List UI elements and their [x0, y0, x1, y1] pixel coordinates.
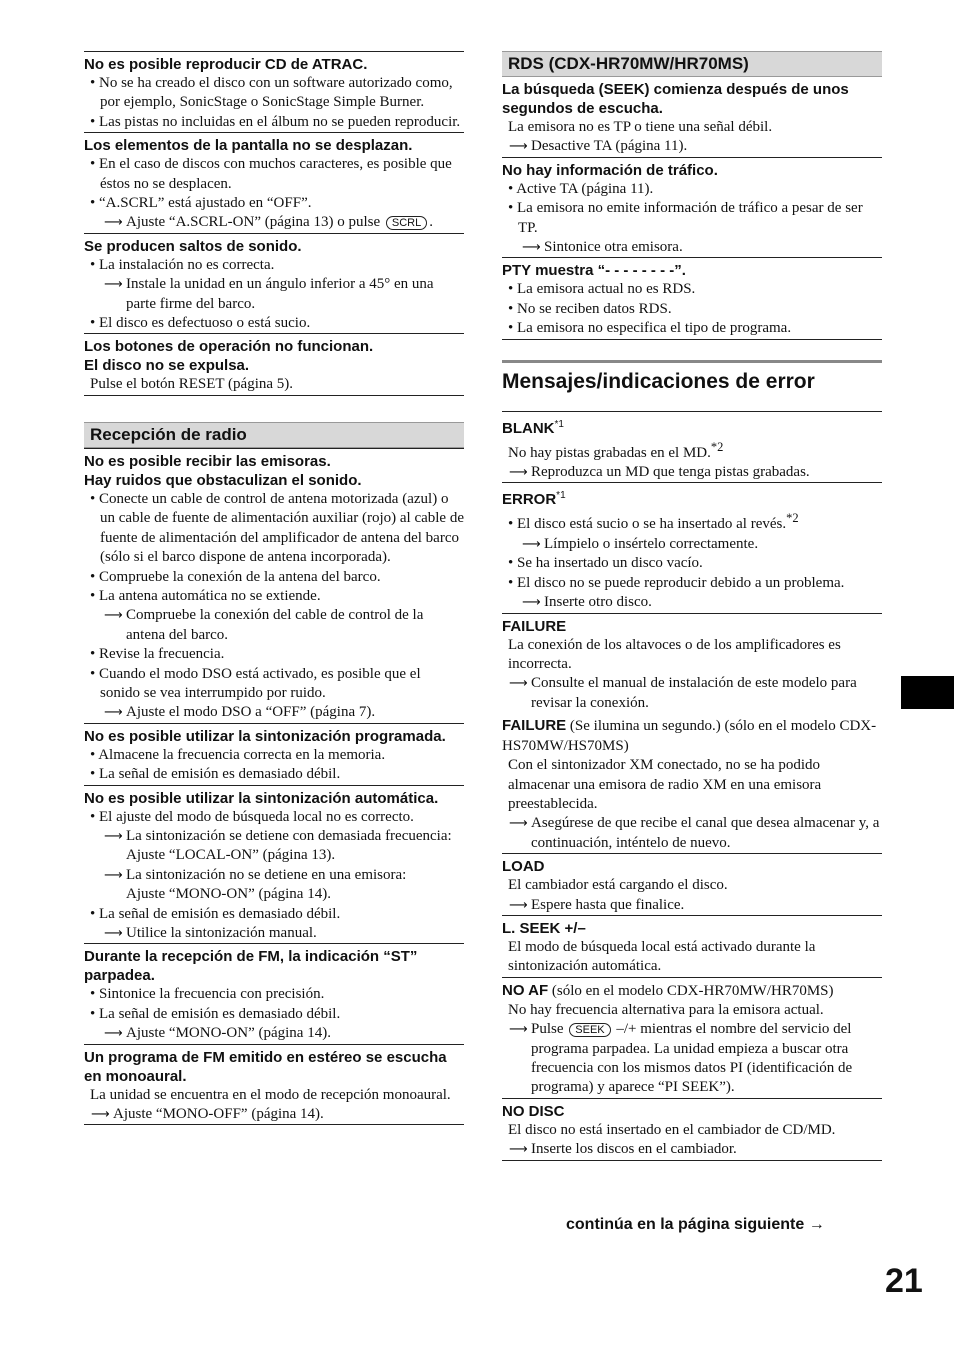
section-title [502, 978, 882, 1001]
arrow-icon: ⟶ [509, 465, 528, 481]
title-note: (Se ilumina un segundo.) (sólo en el modelo CDX-HS70MW/HS70MS) [502, 718, 877, 755]
body-text [502, 1001, 882, 1020]
title-text: PTY muestra “- - - - - - - -”. [502, 262, 686, 280]
arrow-icon: ⟶ [522, 595, 541, 611]
bullet-item: • Cuando el modo DSO está activado, es posible que el sonido se vea interrumpido por ruido. [90, 665, 421, 701]
arrow-item [502, 1020, 882, 1098]
title-text: La búsqueda (SEEK) comienza después de unos segundos de escucha. [502, 81, 849, 117]
bullet-item: • El disco es defectuoso o está sucio. [90, 315, 311, 332]
bullet-item: • En el caso de discos con muchos caracteres, es posible que éstos no se desplacen. [90, 156, 452, 192]
body-text [502, 438, 882, 463]
item-text: La emisora actual no es RDS. [517, 281, 696, 298]
bullet-item: • La emisora no emite información de tráfico a pesar de ser TP. [508, 200, 863, 236]
title-text: NO DISC [502, 1102, 565, 1120]
trouble-section [84, 132, 464, 233]
item-text: No se reciben datos RDS. [517, 300, 672, 317]
bullet-item: • La señal de emisión es demasiado débil. [90, 905, 341, 922]
arrow-item [502, 593, 882, 612]
trouble-section [84, 1044, 464, 1126]
arrow-item [84, 866, 464, 885]
item-text: Las pistas no incluidas en el álbum no se pueden reproducir. [99, 113, 461, 130]
item-text-after: –/+ mientras el nombre del servicio del programa parpadea. La unidad empieza a buscar otra frecuencia con los mismos datos PI (identificación de programa) y aparece “PI SEEK”). [531, 1021, 853, 1096]
trouble-section [502, 157, 882, 258]
title-text: No es posible utilizar la sintonización automática. [84, 789, 439, 807]
arrow-item [502, 463, 882, 482]
item-text: “A.SCRL” está ajustado en “OFF”. [99, 195, 312, 212]
section-title [84, 52, 464, 74]
trouble-section [84, 448, 464, 723]
title-text: L. SEEK +/– [502, 919, 586, 937]
section-title [502, 158, 882, 180]
arrow-item [502, 535, 882, 554]
arrow-icon: ⟶ [104, 1026, 123, 1042]
bullet-item: • Almacene la frecuencia correcta en la memoria. [90, 746, 386, 763]
trouble-section [502, 482, 882, 612]
arrow-item [502, 238, 882, 257]
item-text: La antena automática no se extiende. [99, 587, 321, 604]
bullet-item: • Revise la frecuencia. [90, 646, 225, 663]
item-text: La sintonización se detiene con demasiada frecuencia: [126, 827, 452, 844]
arrow-icon: ⟶ [509, 139, 528, 155]
item-text: Sintonice otra emisora. [544, 239, 683, 256]
bullet-item: • La instalación no es correcta. [90, 256, 275, 273]
item-text: No hay frecuencia alternativa para la emisora actual. [508, 1001, 824, 1018]
arrow-item [84, 827, 464, 846]
arrow-item [502, 896, 882, 915]
item-text: Instale la unidad en un ángulo inferior a 45° en una parte firme del barco. [126, 276, 434, 312]
title-text: Un programa de FM emitido en estéreo se escucha en monoaural. [84, 1048, 447, 1085]
body-text [502, 636, 882, 675]
arrow-item [84, 703, 464, 722]
item-text: La emisora no es TP o tiene una señal débil. [508, 119, 773, 135]
arrow-icon: ⟶ [522, 240, 541, 256]
arrow-continuation [84, 885, 464, 904]
item-text: Revise la frecuencia. [99, 646, 225, 663]
bullet-item: • La señal de emisión es demasiado débil. [90, 766, 341, 783]
section-title [84, 234, 464, 256]
trouble-section [84, 333, 464, 395]
trouble-section [84, 233, 464, 334]
bullet-item: • El disco está sucio o se ha insertado al revés.$^{*2}$ [508, 511, 799, 533]
bullet-item: • El disco no se puede reproducir debido a un problema. [508, 574, 845, 591]
arrow-icon: ⟶ [509, 676, 528, 692]
arrow-continuation [84, 846, 464, 865]
item-text: Asegúrese de que recibe el canal que desea almacenar y, a continuación, inténtelo de nuevo. [531, 815, 880, 851]
left-column [84, 51, 464, 1125]
section-title [502, 614, 882, 636]
trouble-section [84, 51, 464, 132]
item-text: El disco está sucio o se ha insertado al revés. [517, 516, 787, 533]
arrow-icon: ⟶ [104, 277, 123, 293]
item-text-after: . [429, 214, 433, 231]
arrow-icon: ⟶ [522, 536, 541, 552]
bullet-item: • La antena automática no se extiende. [90, 587, 321, 604]
item-text: Inserte los discos en el cambiador. [531, 1141, 737, 1158]
item-text: Pulse el botón RESET (página 5). [90, 376, 294, 393]
trouble-section [502, 853, 882, 915]
item-text: Almacene la frecuencia correcta en la memoria. [98, 746, 386, 763]
arrow-item [502, 1140, 882, 1159]
title-text: FAILURE [502, 617, 567, 635]
item-text: Ajuste “LOCAL-ON” (página 13). [126, 847, 336, 864]
item-text: La sintonización no se detiene en una emisora: [126, 866, 407, 883]
title-text: LOAD [502, 858, 545, 876]
section-title [84, 724, 464, 746]
item-text: Inserte otro disco. [544, 594, 652, 611]
item-text: Ajuste el modo DSO a “OFF” (página 7). [126, 704, 376, 721]
title-text: No es posible recibir las emisoras. Hay ruidos que obstaculizan el sonido. [84, 452, 362, 489]
title-note: (sólo en el modelo CDX-HR70MW/HR70MS) [548, 982, 834, 999]
item-text: La señal de emisión es demasiado débil. [99, 766, 341, 783]
arrow-icon: ⟶ [104, 705, 123, 721]
button-label: SCRL [386, 216, 427, 230]
arrow-icon: ⟶ [104, 867, 123, 883]
arrow-item [84, 213, 464, 232]
body-text [502, 1121, 882, 1140]
section-title [502, 713, 882, 756]
item-text: Utilice la sintonización manual. [126, 925, 317, 941]
item-text: El disco es defectuoso o está sucio. [99, 315, 311, 332]
title-text: Se producen saltos de sonido. [84, 237, 302, 255]
item-text: Límpielo o insértelo correctamente. [544, 535, 759, 552]
body-text [502, 756, 882, 814]
item-text: En el caso de discos con muchos caracteres, es posible que éstos no se desplacen. [99, 156, 452, 192]
arrow-item [84, 1024, 464, 1043]
title-text: Durante la recepción de FM, la indicación “ST” parpadea. [84, 948, 418, 985]
item-text: No se ha creado el disco con un software autorizado como, por ejemplo, SonicStage o SonicStage Simple Burner. [99, 75, 453, 111]
item-text: Espere hasta que finalice. [531, 896, 685, 913]
bullet-item: • Se ha insertado un disco vacío. [508, 555, 703, 572]
arrow-item [84, 606, 464, 645]
bullet-item: • Conecte un cable de control de antena motorizada (azul) o un cable de fuente de alimentación auxiliar (rojo) al cable de fuente de alimentación del amplificador de antena del barco (sólo si el barco dispone de antena incorporada). [90, 490, 464, 566]
title-text: BLANK [502, 419, 555, 437]
arrow-icon: ⟶ [509, 816, 528, 832]
arrow-icon: ⟶ [509, 1142, 528, 1158]
section-title [502, 1099, 882, 1121]
trouble-section [502, 977, 882, 1098]
section-title [84, 334, 464, 375]
title-text: Los elementos de la pantalla no se desplazan. [84, 137, 413, 155]
section-title [502, 483, 882, 509]
page-number: 21 [885, 1262, 923, 1300]
section-title [84, 133, 464, 155]
arrow-item [502, 814, 882, 853]
item-text: La instalación no es correcta. [99, 256, 275, 273]
section-heading: RDS (CDX-HR70MW/HR70MS) [502, 51, 882, 77]
bullet-item: • Las pistas no incluidas en el álbum no se pueden reproducir. [90, 113, 461, 130]
item-text: Ajuste “MONO-ON” (página 14). [126, 1025, 331, 1042]
title-text: No es posible reproducir CD de ATRAC. [84, 56, 368, 73]
section-title [502, 916, 882, 938]
section-title [502, 77, 882, 118]
section-title [502, 854, 882, 876]
item-text: Compruebe la conexión del cable de control de la antena del barco. [126, 607, 424, 643]
bullet-item: • No se reciben datos RDS. [508, 300, 672, 317]
arrow-icon: ⟶ [509, 1022, 528, 1038]
trouble-section [84, 723, 464, 785]
continue-note: continúa en la página siguiente → [566, 1216, 825, 1233]
item-text: Ajuste “MONO-ON” (página 14). [126, 886, 331, 903]
bullet-item: • Compruebe la conexión de la antena del barco. [90, 568, 381, 585]
body-text [502, 938, 882, 977]
item-text: No hay pistas grabadas en el MD. [508, 444, 711, 461]
arrow-item [84, 924, 464, 943]
item-text: Conecte un cable de control de antena motorizada (azul) o un cable de fuente de alimentación auxiliar (rojo) al cable de fuente de alimentación del amplificador de antena del barco (sólo si el barco dispone de antena incorporada). [99, 490, 464, 566]
section-title [84, 786, 464, 808]
arrow-icon: ⟶ [104, 926, 123, 941]
item-text: Sintonice la frecuencia con precisión. [99, 986, 325, 1003]
title-text: No es posible utilizar la sintonización programada. [84, 727, 446, 745]
footnote-mark: *2 [710, 439, 724, 454]
body-text [84, 375, 464, 394]
item-text: El modo de búsqueda local está activado durante la sintonización automática. [508, 938, 816, 975]
section-title [84, 1045, 464, 1086]
trouble-section [502, 1098, 882, 1161]
bullet-item: • La emisora actual no es RDS. [508, 281, 696, 298]
trouble-section [502, 77, 882, 157]
title-text: ERROR [502, 491, 557, 509]
item-text: Consulte el manual de instalación de este modelo para revisar la conexión. [531, 675, 857, 711]
item-text: El cambiador está cargando el disco. [508, 877, 728, 894]
item-text: Se ha insertado un disco vacío. [517, 555, 703, 572]
section-title [84, 449, 464, 490]
body-text [502, 118, 882, 137]
section-title [84, 944, 464, 985]
title-text: No hay información de tráfico. [502, 161, 718, 179]
arrow-icon: ⟶ [104, 828, 123, 844]
trouble-section [502, 411, 882, 483]
item-text: Ajuste “MONO-OFF” (página 14). [113, 1106, 324, 1123]
footnote-mark: *2 [786, 511, 799, 526]
body-text [502, 876, 882, 895]
item-text: Cuando el modo DSO está activado, es posible que el sonido se vea interrumpido por ruido. [99, 665, 421, 701]
arrow-icon: ⟶ [104, 215, 123, 231]
trouble-section [84, 785, 464, 944]
trouble-section [502, 613, 882, 854]
trouble-section [84, 943, 464, 1043]
bullet-item: • El ajuste del modo de búsqueda local no es correcto. [90, 808, 414, 825]
item-text: Con el sintonizador XM conectado, no se ha podido almacenar una emisora de radio XM en una emisora preestablecida. [508, 757, 822, 812]
arrow-icon: ⟶ [91, 1107, 110, 1123]
bullet-item: • La emisora no especifica el tipo de programa. [508, 320, 792, 337]
bullet-item: • Sintonice la frecuencia con precisión. [90, 986, 325, 1003]
button-label: SEEK [569, 1023, 610, 1037]
trouble-section [502, 915, 882, 977]
section-title [502, 258, 882, 280]
item-text: La unidad se encuentra en el modo de recepción monoaural. [90, 1086, 451, 1103]
arrow-item [502, 137, 882, 156]
item-text: El ajuste del modo de búsqueda local no es correcto. [99, 808, 414, 825]
item-text: La conexión de los altavoces o de los amplificadores es incorrecta. [508, 636, 841, 672]
item-text: La emisora no emite información de tráfico a pesar de ser TP. [517, 200, 863, 236]
bullet-item: • “A.SCRL” está ajustado en “OFF”. [90, 195, 312, 212]
item-text: Active TA (página 11). [516, 180, 654, 197]
chapter-heading: Mensajes/indicaciones de error [502, 360, 882, 397]
item-text: La señal de emisión es demasiado débil. [99, 1005, 341, 1022]
footnote-mark: *1 [554, 418, 564, 430]
item-text: Ajuste “A.SCRL-ON” (página 13) o pulse [126, 214, 381, 231]
section-tab-marker [901, 676, 954, 709]
right-column [502, 51, 882, 1161]
item-text: Compruebe la conexión de la antena del barco. [99, 568, 381, 585]
item-text: El disco no está insertado en el cambiador de CD/MD. [508, 1121, 836, 1138]
item-text: Reproduzca un MD que tenga pistas grabadas. [531, 464, 810, 481]
item-text: Desactive TA (página 11). [531, 138, 688, 155]
title-text: FAILURE [502, 717, 567, 735]
section-title [502, 412, 882, 438]
arrow-item [84, 275, 464, 314]
arrow-icon: ⟶ [104, 608, 123, 624]
bullet-item: • No se ha creado el disco con un software autorizado como, por ejemplo, SonicStage o SonicStage Simple Burner. [90, 75, 453, 111]
item-text: La señal de emisión es demasiado débil. [99, 905, 341, 922]
arrow-icon: ⟶ [509, 897, 528, 913]
title-text: Los botones de operación no funcionan. El disco no se expulsa. [84, 338, 374, 375]
item-text: El disco no se puede reproducir debido a un problema. [517, 574, 845, 591]
item-text: Pulse [531, 1021, 564, 1038]
arrow-item [84, 1105, 464, 1124]
item-text: La emisora no especifica el tipo de programa. [517, 320, 792, 337]
arrow-item [502, 674, 882, 713]
body-text [84, 1086, 464, 1105]
bullet-item: • La señal de emisión es demasiado débil. [90, 1005, 341, 1022]
bullet-item: • Active TA (página 11). [508, 180, 654, 197]
title-text: NO AF [502, 981, 549, 999]
section-heading: Recepción de radio [84, 422, 464, 448]
footnote-mark: *1 [556, 490, 566, 502]
trouble-section [502, 257, 882, 339]
